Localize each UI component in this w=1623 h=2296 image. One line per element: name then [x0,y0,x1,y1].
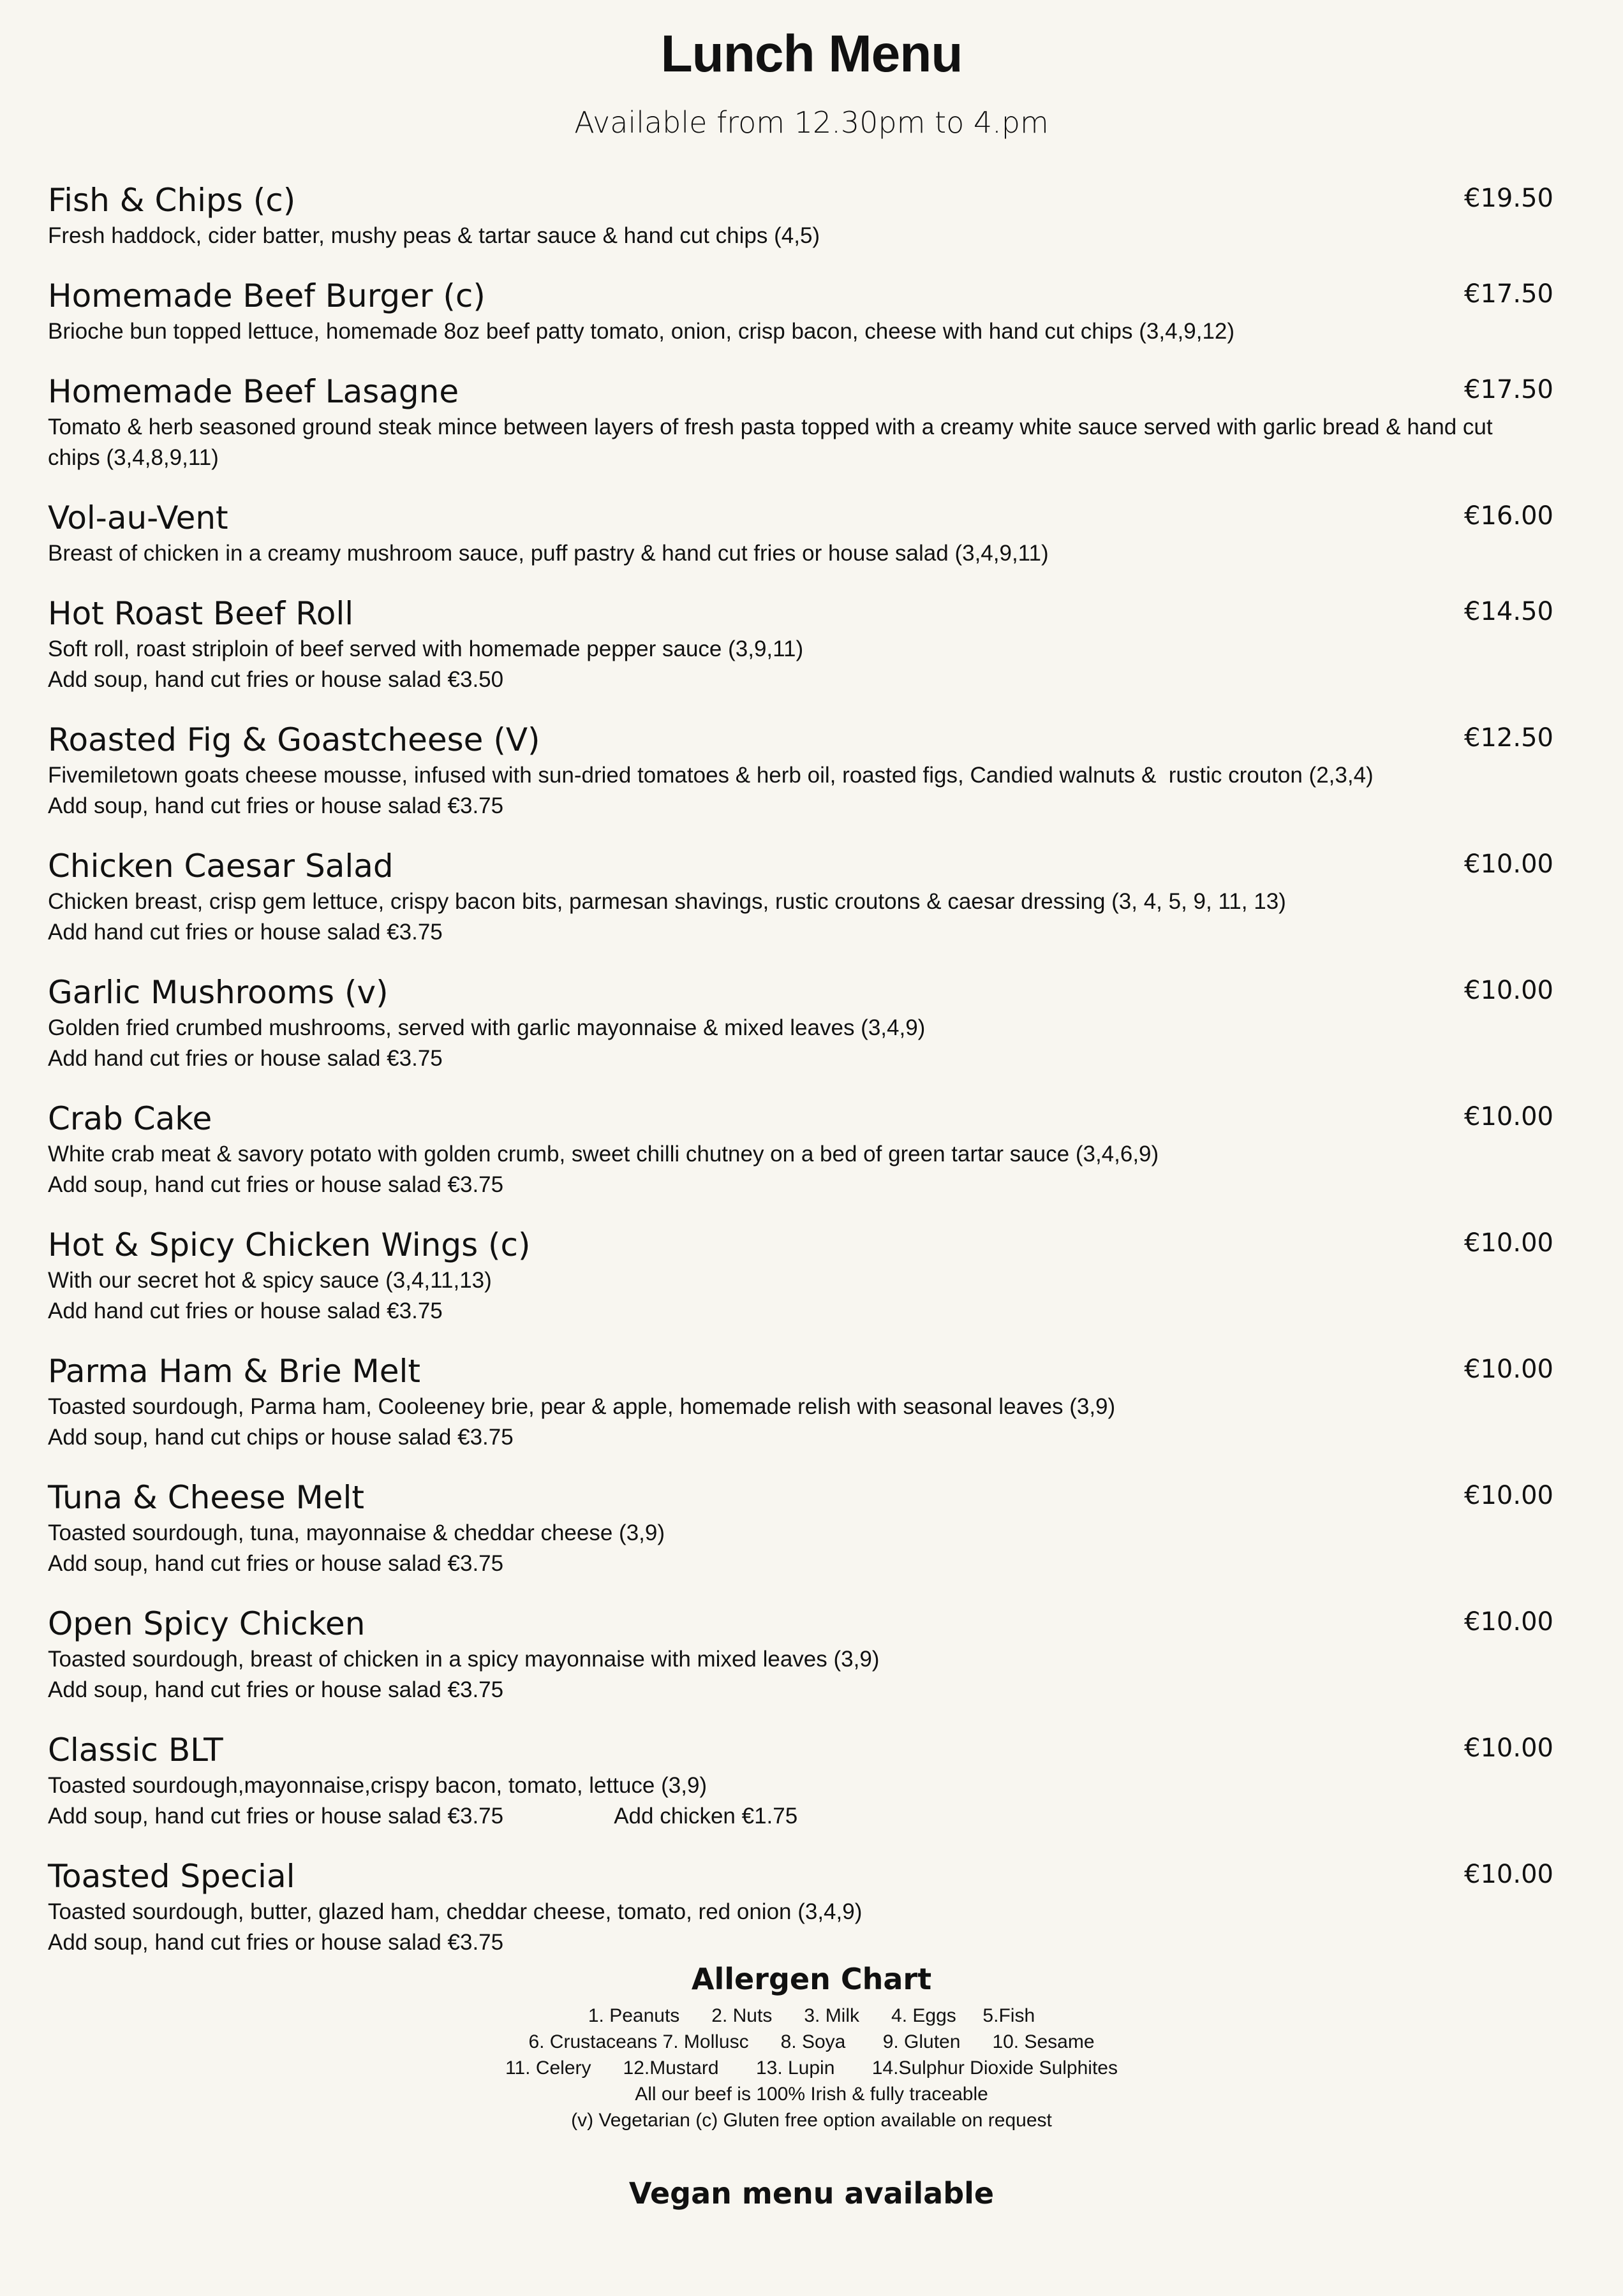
item-description: Brioche bun topped lettuce, homemade 8oz beef patty tomato, onion, crisp bacon, cheese with hand cut chips (3,4,9,12) [48,319,1235,344]
item-price: €10.00 [1464,1481,1553,1510]
item-price: €17.50 [1464,375,1553,404]
menu-item [48,719,1553,821]
item-name: Roasted Fig & Goastcheese (V) [48,721,540,758]
item-addon: Add hand cut fries or house salad €3.75 [48,1046,443,1071]
allergen-line: 11. Celery 12.Mustard 13. Lupin 14.Sulphur Dioxide Sulphites [505,2057,1118,2079]
menu-item [48,180,1553,251]
item-name: Hot & Spicy Chicken Wings (c) [48,1226,531,1263]
menu-item [48,1856,1553,1958]
item-price: €14.50 [1464,597,1553,626]
item-addon: Add hand cut fries or house salad €3.75 [48,920,443,945]
item-description: Toasted sourdough, Parma ham, Cooleeney brie, pear & apple, homemade relish with seasonal leaves (3,9) [48,1394,1116,1419]
item-name: Homemade Beef Burger (c) [48,277,485,314]
item-price: €10.00 [1464,1102,1553,1131]
item-price: €10.00 [1464,1860,1553,1889]
page-title: Lunch Menu [660,25,963,83]
menu-item [48,1603,1553,1705]
menu-item [48,1730,1553,1832]
item-addon: Add soup, hand cut fries or house salad €3.50 [48,667,504,692]
menu-item [48,276,1553,347]
item-name: Tuna & Cheese Melt [48,1479,364,1516]
item-description: Golden fried crumbed mushrooms, served with garlic mayonnaise & mixed leaves (3,4,9) [48,1015,926,1040]
allergen-line: 6. Crustaceans 7. Mollusc 8. Soya 9. Gluten 10. Sesame [528,2031,1095,2052]
allergen-title: Allergen Chart [691,1962,932,1996]
item-name: Vol-au-Vent [48,499,228,536]
item-name: Fish & Chips (c) [48,182,296,219]
item-description: Fresh haddock, cider batter, mushy peas & tartar sauce & hand cut chips (4,5) [48,223,820,248]
item-description: Soft roll, roast striploin of beef served with homemade pepper sauce (3,9,11) [48,637,804,661]
item-addon: Add hand cut fries or house salad €3.75 [48,1299,443,1323]
item-description: Fivemiletown goats cheese mousse, infused with sun-dried tomatoes & herb oil, roasted figs, Candied walnuts & rustic crouton (2,3,4) [48,763,1374,788]
dietary-key: (v) Vegetarian (c) Gluten free option available on request [571,2110,1052,2131]
item-addon: Add soup, hand cut fries or house salad €3.75 [48,1551,504,1576]
menu-item [48,1477,1553,1579]
menu-item [48,371,1553,473]
item-description: Toasted sourdough, butter, glazed ham, cheddar cheese, tomato, red onion (3,4,9) [48,1899,863,1924]
item-name: Hot Roast Beef Roll [48,595,354,632]
menu-item [48,1225,1553,1327]
item-name: Parma Ham & Brie Melt [48,1353,420,1390]
item-name: Crab Cake [48,1100,212,1137]
item-description: Toasted sourdough,mayonnaise,crispy bacon, tomato, lettuce (3,9) [48,1773,708,1798]
item-description: Toasted sourdough, breast of chicken in a spicy mayonnaise with mixed leaves (3,9) [48,1647,880,1672]
item-name: Chicken Caesar Salad [48,848,394,885]
allergen-chart [0,1959,1623,2133]
item-price: €10.00 [1464,1228,1553,1258]
allergen-line: 1. Peanuts 2. Nuts 3. Milk 4. Eggs 5.Fish [588,2005,1035,2026]
item-description: Chicken breast, crisp gem lettuce, crispy bacon bits, parmesan shavings, rustic croutons & caesar dressing (3, 4, 5, 9, 11, 13) [48,889,1286,914]
item-addon: Add soup, hand cut fries or house salad €3.75 Add chicken €1.75 [48,1804,798,1829]
menu-item [48,1351,1553,1453]
item-addon: Add soup, hand cut fries or house salad €3.75 [48,1172,504,1197]
item-price: €17.50 [1464,279,1553,309]
item-price: €10.00 [1464,1733,1553,1763]
item-description: With our secret hot & spicy sauce (3,4,11,13) [48,1268,492,1293]
menu-list [48,180,1553,1982]
item-description: White crab meat & savory potato with golden crumb, sweet chilli chutney on a bed of green tartar sauce (3,4,6,9) [48,1142,1159,1166]
menu-item [48,497,1553,569]
item-name: Garlic Mushrooms (v) [48,974,389,1011]
item-price: €19.50 [1464,184,1553,213]
item-price: €10.00 [1464,1607,1553,1637]
item-price: €10.00 [1464,1355,1553,1384]
item-addon: Add soup, hand cut chips or house salad €3.75 [48,1425,514,1450]
item-price: €16.00 [1464,501,1553,531]
menu-item [48,593,1553,695]
item-addon: Add soup, hand cut fries or house salad €3.75 [48,793,504,818]
menu-item [48,846,1553,948]
menu-item [48,1098,1553,1200]
vegan-note: Vegan menu available [628,2176,995,2211]
menu-item [48,972,1553,1074]
availability-subtitle: Available from 12.30pm to 4.pm [574,105,1049,140]
item-addon: Add soup, hand cut fries or house salad €3.75 [48,1677,504,1702]
beef-note: All our beef is 100% Irish & fully traceable [635,2084,988,2105]
item-price: €12.50 [1464,723,1553,753]
item-description: Tomato & herb seasoned ground steak mince between layers of fresh pasta topped with a creamy white sauce served with garlic bread & hand cut chips (3,4,8,9,11) [48,415,1499,470]
item-name: Classic BLT [48,1732,223,1769]
item-price: €10.00 [1464,976,1553,1005]
item-name: Open Spicy Chicken [48,1605,366,1642]
item-name: Homemade Beef Lasagne [48,373,459,410]
item-name: Toasted Special [48,1858,295,1895]
item-description: Breast of chicken in a creamy mushroom sauce, puff pastry & hand cut fries or house salad (3,4,9,11) [48,541,1049,566]
item-addon: Add soup, hand cut fries or house salad €3.75 [48,1930,504,1955]
item-description: Toasted sourdough, tuna, mayonnaise & cheddar cheese (3,9) [48,1520,665,1545]
item-price: €10.00 [1464,850,1553,879]
